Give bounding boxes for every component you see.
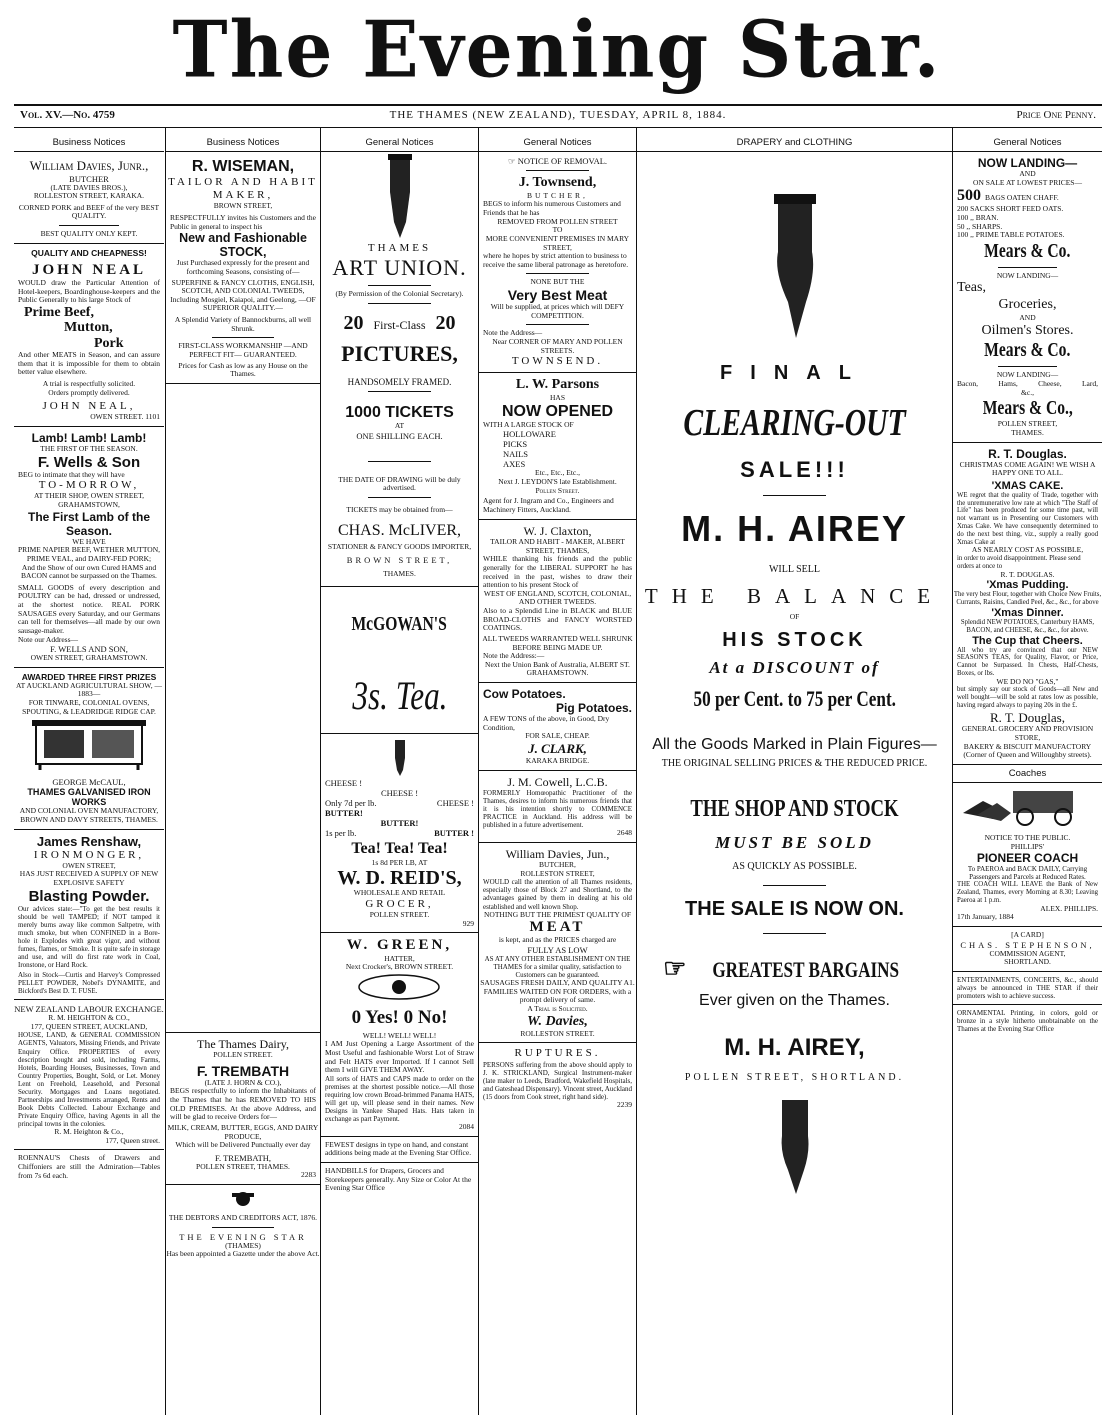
column-heading: General Notices bbox=[479, 134, 636, 152]
stephenson-name: CHAS. STEPHENSON, bbox=[960, 939, 1095, 950]
claxton-also: Also to a Splendid Line in BLACK and BLUE BROAD-CLOTHS and FANCY WORSTED COATINGS. bbox=[483, 606, 632, 633]
wiseman-list: SUPERFINE & FANCY CLOTHS, ENGLISH, SCOTCH, AND COLONIAL TWEEDS, bbox=[171, 277, 315, 296]
davies2-fully: FULLY AS LOW bbox=[527, 945, 588, 956]
dairy-sign-address: POLLEN STREET, THAMES. bbox=[196, 1161, 290, 1171]
lamb-heading: Lamb! Lamb! Lamb! bbox=[31, 430, 147, 445]
handbills-notice: HANDBILLS for Drapers, Grocers and Storekeepers generally. Any Size or Color At the Evening Star Office bbox=[325, 1166, 472, 1193]
xmas-pudding-text: The very best Flour, together with Choice New Fruits, Currants, Raisins, Candied Peel, &c., &c., for above bbox=[953, 591, 1102, 607]
landing-lowest: ON SALE AT LOWEST PRICES— bbox=[973, 177, 1082, 187]
green-trade: HATTER, bbox=[384, 953, 415, 963]
dairy-late: (LATE J. HORN & CO.), bbox=[204, 1077, 282, 1087]
coaches-heading: Coaches bbox=[953, 764, 1102, 783]
parsons-opened: NOW OPENED bbox=[501, 402, 614, 420]
discount-label: At a DISCOUNT of bbox=[709, 658, 880, 678]
wells-text: BEG to intimate that they will have bbox=[18, 469, 125, 479]
butter-line-2: BUTTER! bbox=[380, 818, 419, 829]
mccaul-address: BROWN AND DAVY STREETS, THAMES. bbox=[20, 814, 158, 824]
coach-illustration bbox=[953, 783, 1102, 829]
landing-bran: 100 ,, BRAN. bbox=[957, 212, 999, 222]
column-heading: General Notices bbox=[953, 134, 1102, 152]
airey-address: POLLEN STREET, SHORTLAND. bbox=[684, 1072, 905, 1084]
green-address: Next Crocker's, BROWN STREET. bbox=[345, 962, 454, 972]
dateline-rule bbox=[14, 127, 1102, 128]
davies-text: CORNED PORK and BEEF of the very BEST QUALITY. bbox=[18, 202, 160, 221]
mears-name-2: Mears & Co. bbox=[984, 339, 1071, 362]
davies2-text: WOULD call the attention of all Thames residents, especially those of Block 27 and Shortland, to the advantages gained by them in dealing at his old established and well known Shop. bbox=[483, 878, 632, 911]
must-label: MUST BE SOLD bbox=[715, 833, 874, 853]
neal-heading: QUALITY AND CHEAPNESS! bbox=[31, 247, 147, 258]
wells-lamb: The First Lamb of the Season. bbox=[27, 509, 150, 538]
douglas-bakery: BAKERY & BISCUIT MANUFACTORY bbox=[963, 741, 1092, 751]
xmas-cake-text: WE regret that the quality of Trade, together with the unremunerative low rate at which "The Staff of Life" has been produced for some time past, will not warrant us in Presenting our Customers with Xmas Cake. We have consequently determined to do the next best thing, viz., supply a really good Xmas Cake at bbox=[957, 491, 1098, 546]
parsons-leydon: Next J. LEYDON'S late Establishment. bbox=[498, 477, 617, 487]
tickets-obtained: TICKETS may be obtained from— bbox=[346, 505, 453, 515]
coach-phillips: PHILLIPS' bbox=[1010, 841, 1045, 851]
mears-street: POLLEN STREET, bbox=[997, 419, 1058, 429]
cheese-line-2: CHEESE ! bbox=[380, 788, 419, 799]
teas-label: Teas, bbox=[957, 280, 986, 296]
neal-address: OWEN STREET. 1101 bbox=[90, 412, 160, 422]
landing-feed: 200 SACKS SHORT FEED OATS. bbox=[957, 204, 1064, 214]
date-text: THE THAMES (NEW ZEALAND), TUESDAY, APRIL 8, 1884. bbox=[389, 109, 727, 121]
dateline bbox=[14, 107, 1102, 125]
townsend-supplied: Will be supplied, at prices which will DEFY COMPETITION. bbox=[490, 302, 625, 320]
and2-label: AND bbox=[1019, 312, 1036, 322]
renshaw-product: Blasting Powder. bbox=[28, 887, 150, 905]
parsons-has: HAS bbox=[549, 393, 565, 403]
clearing-label: CLEARING-OUT bbox=[683, 402, 906, 444]
ever-label: Ever given on the Thames. bbox=[699, 992, 890, 1010]
pointing-hand-icon: ☞ bbox=[507, 156, 516, 166]
townsend-hopes: where he hopes by strict attention to business to receive the same liberal patronage as heretofore. bbox=[483, 251, 629, 269]
davies2-sign: W. Davies, bbox=[527, 1013, 588, 1029]
pictures-label: PICTURES, bbox=[341, 340, 458, 366]
final-label: FINAL bbox=[720, 362, 869, 384]
wiseman-body: Just Purchased expressly for the present and forthcoming Seasons, consisting of— bbox=[176, 258, 310, 276]
claxton-note: Note the Address:— bbox=[483, 651, 545, 661]
wells-have: WE HAVE bbox=[72, 536, 106, 546]
tea-heading: Tea! Tea! Tea! bbox=[351, 840, 448, 858]
mccaul-name: GEORGE McCAUL, bbox=[52, 777, 126, 788]
pointing-hand-icon bbox=[760, 192, 830, 342]
claxton-list: WEST OF ENGLAND, SCOTCH, COLONIAL, AND OTHER TWEEDS. bbox=[483, 588, 632, 607]
neal-items bbox=[14, 305, 164, 351]
clark-address: KARAKA BRIDGE. bbox=[525, 755, 590, 765]
mcliver-trade: STATIONER & FANCY GOODS IMPORTER, bbox=[327, 541, 472, 551]
pointing-hand-icon bbox=[380, 152, 420, 242]
pointing-hand-icon bbox=[770, 1096, 820, 1196]
landing2-heading: NOW LANDING— bbox=[996, 270, 1059, 280]
townsend-trade: BUTCHER, bbox=[527, 190, 588, 200]
mccaul-works: THAMES GALVANISED IRON WORKS bbox=[27, 787, 151, 808]
gas-text: but simply say our stock of Goods—all New and well bought—will be sold at rates low as possible, having regard always to paying 20s in the £. bbox=[957, 686, 1098, 710]
wells-tomorrow: TO-MORROW, bbox=[38, 479, 140, 492]
wiseman-prices: Prices for Cash as low as any House on the Thames. bbox=[178, 360, 308, 379]
tea-price: 1s 8d PER LB, AT bbox=[371, 857, 428, 867]
volume-number: Vol. XV.—No. 4759 bbox=[20, 109, 115, 121]
column-general-notices-2 bbox=[479, 134, 636, 1415]
provisions-etc: &c., bbox=[1021, 387, 1034, 397]
labour-heading: NEW ZEALAND LABOUR EXCHANGE. bbox=[14, 1004, 164, 1015]
quickly-label: AS QUICKLY AS POSSIBLE. bbox=[732, 861, 857, 873]
masthead-rule bbox=[14, 104, 1102, 106]
townsend-none: NONE BUT THE bbox=[530, 277, 585, 287]
pointing-hand-icon: ☞ bbox=[663, 954, 687, 984]
green-body: I AM Just Opening a Large Assortment of the Most Useful and fashionable Worst Lot of Straw and Felt HATS ever Imported. If I cannot Sell them I will GIVE THEM AWAY. bbox=[325, 1039, 474, 1075]
parsons-item: PICKS bbox=[503, 439, 528, 450]
renshaw-trade: IRONMONGER, bbox=[33, 848, 145, 861]
reid-address: POLLEN STREET. bbox=[369, 910, 430, 920]
douglas-name: R. T. Douglas. bbox=[988, 446, 1067, 461]
claxton-name: W. J. Claxton, bbox=[523, 523, 592, 538]
airey-name: M. H. AIREY bbox=[681, 508, 908, 549]
townsend-premises: MORE CONVENIENT PREMISES IN MARY STREET, bbox=[485, 233, 630, 252]
oven-illustration bbox=[14, 716, 164, 772]
prize-for: FOR TINWARE, COLONIAL OVENS, SPOUTING, & LEADRIDGE RIDGE CAP. bbox=[22, 698, 156, 716]
tickets-at: AT bbox=[394, 421, 405, 431]
parsons-agent: Agent for J. Ingram and Co., Engineers and Machinery Fitters, Auckland. bbox=[483, 496, 614, 514]
renshaw-text: HAS JUST RECEIVED A SUPPLY OF NEW EXPLOSIVE SAFETY bbox=[19, 869, 159, 888]
pig-potatoes: Pig Potatoes. bbox=[555, 701, 632, 715]
cup-text: All who try are convinced that our NEW SEASON'S TEAS, for Quality, Flavor, or Price, Cannot be Surpassed. In Chests, Half-Chests, Boxes, or lbs. bbox=[957, 646, 1098, 678]
coach-date: 17th January, 1884 bbox=[957, 912, 1014, 922]
neal-sign: JOHN NEAL, bbox=[42, 400, 136, 413]
mears-name-1: Mears & Co. bbox=[984, 239, 1071, 262]
wells-shop: AT THEIR SHOP, OWEN STREET, GRAHAMSTOWN, bbox=[33, 491, 144, 510]
townsend-near: Near CORNER OF MARY AND POLLEN STREETS. bbox=[492, 336, 623, 355]
parsons-etc: Etc., Etc., Etc., bbox=[535, 468, 580, 478]
townsend-meat: Very Best Meat bbox=[507, 287, 608, 304]
sale-label: SALE!!! bbox=[740, 457, 849, 482]
gas-heading: WE DO NO "GAS," bbox=[996, 676, 1059, 686]
davies2-trial: A Trial is Solicited. bbox=[527, 1004, 588, 1014]
neal-orders: Orders promptly delivered. bbox=[48, 387, 130, 397]
landing-sharps: 50 ,, SHARPS. bbox=[957, 221, 1003, 231]
wiseman-workmanship: FIRST-CLASS WORKMANSHIP —AND PERFECT FIT— GUARANTEED. bbox=[178, 341, 308, 359]
stock-label: HIS STOCK bbox=[722, 629, 867, 652]
prize-heading: AWARDED THREE FIRST PRIZES bbox=[21, 671, 157, 682]
claxton-text: WHILE thanking his friends and the public generally for the LIBERAL SUPPORT he has received in the past, wishes to draw their attention to his present Stock of bbox=[483, 554, 632, 590]
townsend-sign: TOWNSEND. bbox=[511, 355, 604, 368]
coach-text: THE COACH WILL LEAVE the Bank of New Zealand, Thames, every Morning at 8.30; Leaving Paeroa at 1 p.m. bbox=[957, 881, 1098, 904]
dairy-address: POLLEN STREET. bbox=[213, 1050, 273, 1060]
mcgowan-name: McGOWAN'S bbox=[351, 613, 448, 636]
douglas-corner: (Corner of Queen and Willoughby streets). bbox=[963, 750, 1092, 760]
davies2-kept: is kept, and as the PRICES charged are bbox=[498, 935, 617, 945]
blank-space bbox=[166, 388, 320, 1028]
davies2-meat: MEAT bbox=[529, 919, 586, 936]
pointing-hand-icon bbox=[390, 738, 410, 778]
douglas-christmas: CHRISTMAS COME AGAIN! WE WISH A HAPPY ONE TO ALL. bbox=[959, 459, 1096, 478]
davies-trade: BUTCHER bbox=[69, 173, 109, 184]
xmas-cake-cost: AS NEARLY COST AS POSSIBLE, bbox=[971, 545, 1084, 555]
price-text: Price One Penny. bbox=[1016, 109, 1096, 121]
neal-trial: A trial is respectfully solicited. bbox=[42, 378, 136, 388]
green-number: 2084 bbox=[459, 1122, 474, 1132]
mcliver-thames: THAMES. bbox=[383, 568, 416, 578]
dairy-delivery: Which will be Delivered Punctually ever day bbox=[175, 1140, 311, 1150]
cowell-number: 2648 bbox=[617, 828, 632, 838]
wiseman-incl: Including Mosgiel, Kaiapoi, and Geelong, —OF SUPERIOR QUALITY.— bbox=[170, 294, 316, 313]
bargains-label: ☞ GREATEST BARGAINS bbox=[663, 954, 900, 984]
wiseman-name: R. WISEMAN, bbox=[191, 158, 295, 175]
wiseman-trade: TAILOR AND HABIT MAKER, bbox=[168, 176, 318, 202]
fewest-notice: FEWEST designs in type on hand, and constant additions being made at the Evening Star Office. bbox=[325, 1139, 472, 1158]
entertainments-notice: ENTERTAINMENTS, CONCERTS, &c., should always be announced in THE STAR if their promoters wish to achieve success. bbox=[957, 975, 1098, 1000]
coach-paeroa: To PAEROA and BACK DAILY, Carrying Passengers and Parcels at Reduced Rates. bbox=[967, 865, 1088, 882]
davies2-nothing: NOTHING BUT THE PRIMEST QUALITY OF bbox=[483, 909, 631, 919]
parsons-item: AXES bbox=[503, 459, 526, 470]
of-label: OF bbox=[789, 611, 800, 621]
airey-name-2: M. H. AIREY, bbox=[724, 1034, 865, 1062]
wiseman-stock: New and Fashionable STOCK, bbox=[179, 231, 307, 260]
parsons-pollen: Pollen Street. bbox=[535, 485, 580, 495]
xmas-pudding-heading: 'Xmas Pudding. bbox=[986, 579, 1069, 592]
dairy-sign: F. TREMBATH, bbox=[214, 1152, 272, 1163]
goods-label: All the Goods Marked in Plain Figures— bbox=[652, 736, 937, 754]
davies-name: William Davies, Junr., bbox=[29, 158, 149, 173]
davies2-as-at: AS AT ANY OTHER ESTABLISHMENT ON THE THAMES for a similar quality, satisfaction to Customers can be guaranteed. bbox=[484, 955, 631, 980]
reid-trade: WHOLESALE AND RETAIL bbox=[353, 888, 446, 898]
townsend-removed: REMOVED FROM POLLEN STREET bbox=[497, 216, 618, 226]
green-oyes: 0 Yes! 0 No! bbox=[351, 1006, 448, 1028]
dairy-list: MILK, CREAM, BUTTER, EGGS, AND DAIRY PRODUCE, bbox=[167, 1122, 319, 1141]
parsons-large: WITH A LARGE STOCK OF bbox=[483, 419, 574, 429]
townsend-note: Note the Address— bbox=[483, 328, 543, 338]
labour-address: 177, QUEEN STREET, AUCKLAND, bbox=[30, 1021, 148, 1031]
potatoes-sale: FOR SALE, CHEAP. bbox=[525, 731, 590, 741]
cheese-price: Only 7d per lb. CHEESE ! bbox=[325, 798, 474, 809]
landing3-heading: NOW LANDING— bbox=[996, 370, 1059, 380]
sun-emblem-icon bbox=[321, 972, 478, 1002]
removal-heading: ☞ NOTICE OF REMOVAL. bbox=[507, 156, 608, 166]
roennau-notice: ROENNAU'S Chests of Drawers and Chiffoniers are still the Admiration—Tables from 7s 6d each. bbox=[18, 1153, 160, 1180]
stephenson-address: SHORTLAND. bbox=[1004, 957, 1051, 967]
prize-at: AT AUCKLAND AGRICULTURAL SHOW, —1883— bbox=[16, 680, 162, 699]
green-more: All sorts of HATS and CAPS made to order on the premises at the shortest possible notice.—All those requiring low crown Broad-brimmed Panama HATS, will get up, will please send in their names. New Designs in Yankee Shaped Hats. Hats taken in exchange as part Payment. bbox=[325, 1074, 474, 1124]
art-union-title: ART UNION. bbox=[332, 255, 467, 281]
column-heading: Business Notices bbox=[14, 134, 164, 152]
parsons-item: HOLLOWARE bbox=[503, 429, 556, 440]
now-on-label: THE SALE IS NOW ON. bbox=[685, 898, 904, 921]
green-name: W. GREEN, bbox=[346, 937, 453, 954]
claxton-address: Next the Union Bank of Australia, ALBERT ST. GRAHAMSTOWN. bbox=[485, 659, 630, 678]
townsend-name: J. Townsend, bbox=[518, 175, 597, 191]
debtors-heading: THE DEBTORS AND CREDITORS ACT, 1876. bbox=[168, 1213, 318, 1223]
davies2-name: William Davies, Jun., bbox=[505, 846, 610, 861]
renshaw-address: OWEN STREET, bbox=[62, 860, 116, 870]
shop-label: THE SHOP AND STOCK bbox=[690, 796, 899, 823]
green-well: WELL! WELL! WELL! bbox=[362, 1030, 437, 1040]
cowell-name: J. M. Cowell, L.C.B. bbox=[507, 774, 608, 789]
neal-item: Pork bbox=[94, 335, 124, 351]
xmas-dinner-heading: 'Xmas Dinner. bbox=[991, 606, 1064, 619]
column-business-notices-1 bbox=[14, 134, 164, 1415]
art-union-thames: THAMES bbox=[367, 242, 432, 254]
original-label: THE ORIGINAL SELLING PRICES & THE REDUCED PRICE. bbox=[661, 758, 928, 770]
cheese-line-1: CHEESE ! bbox=[325, 778, 363, 789]
lamb-first: THE FIRST OF THE SEASON. bbox=[40, 443, 138, 453]
landing-heading: NOW LANDING— bbox=[977, 156, 1078, 170]
column-heading: DRAPERY and CLOTHING bbox=[637, 134, 952, 152]
column-general-notices-1 bbox=[321, 134, 478, 1415]
tickets-price: ONE SHILLING EACH. bbox=[356, 430, 443, 441]
claxton-all: ALL TWEEDS WARRANTED WELL SHRUNK BEFORE BEING MADE UP. bbox=[482, 633, 633, 652]
groceries-label: Groceries, bbox=[998, 297, 1057, 313]
wells-name: F. Wells & Son bbox=[37, 453, 141, 471]
ruptures-heading: RUPTURES. bbox=[514, 1047, 601, 1060]
davies-late: (LATE DAVIES BROS.), bbox=[50, 182, 128, 192]
crest-icon bbox=[166, 1189, 320, 1209]
renshaw-body: Our advices state:—"To get the best results it should be well TAMPED; if NOT tamped it merely burns away like common Saltpetre, with much smoke, but when CONFINED in a Bore-hole it Explodes with great vigor, and without fumes, flames, or Smoke. It is quite safe in storage and use, and will do first rate work in Coal, Ironstone, or Hard Rock. bbox=[18, 904, 160, 969]
coach-sign: ALEX. PHILLIPS. bbox=[1040, 903, 1098, 913]
percent-label: 50 per Cent. to 75 per Cent. bbox=[693, 686, 896, 712]
reid-name: W. D. REID'S, bbox=[337, 867, 462, 890]
mears-thames: THAMES. bbox=[1011, 427, 1044, 437]
renshaw-name: James Renshaw, bbox=[36, 833, 142, 849]
coach-notice: NOTICE TO THE PUBLIC. bbox=[984, 832, 1071, 842]
neal-more: And other MEATS in Season, and can assure them that it is impossible for them to obtain better value elsewhere. bbox=[18, 350, 160, 377]
tickets-count: 1000 TICKETS bbox=[345, 404, 454, 422]
column-heading: General Notices bbox=[321, 134, 478, 152]
townsend-text: BEGS to inform his numerous Customers and Friends that he has bbox=[483, 199, 621, 218]
ruptures-number: 2239 bbox=[617, 1099, 632, 1109]
xmas-dinner-text: Splendid NEW POTATOES, Canterbury HAMS, BACON, and CHEESE, &c., &c., for above. bbox=[960, 618, 1095, 634]
pictures-framed: HANDSOMELY FRAMED. bbox=[347, 376, 452, 387]
landing-and: AND bbox=[1019, 169, 1036, 178]
reid-grocer: GROCER, bbox=[365, 897, 434, 910]
butter-line-1: BUTTER! bbox=[325, 808, 363, 819]
wiseman-address: BROWN STREET, bbox=[213, 201, 273, 211]
claxton-trade: TAILOR AND HABIT - MAKER, ALBERT STREET, THAMES, bbox=[490, 537, 625, 555]
davies2-sausages: SAUSAGES FRESH DAILY, AND QUALITY A1. bbox=[480, 978, 635, 988]
wiseman-bannockburns: A Splendid Variety of Bannockburns, all well Shrunk. bbox=[174, 315, 312, 333]
balance-label: THE BALANCE bbox=[644, 583, 945, 608]
landing-bags: 500 BAGS OATEN CHAFF. bbox=[957, 187, 1059, 205]
pictures-line: 20 First-Class 20 bbox=[343, 311, 456, 334]
coach-name: PIONEER COACH bbox=[976, 851, 1079, 866]
douglas-sign: R. T. DOUGLAS. bbox=[1000, 569, 1055, 579]
potatoes-text: A FEW TONS of the above, in Good, Dry Condition, bbox=[483, 714, 610, 732]
mears-name-3: Mears & Co., bbox=[982, 397, 1073, 420]
xmas-cake-heading: 'XMAS CAKE. bbox=[991, 479, 1064, 492]
neal-text: WOULD draw the Particular Attention of Hotel-keepers, Boardinghouse-keepers and the Public Generally to his large Stock of bbox=[18, 278, 160, 305]
column-heading: Business Notices bbox=[166, 134, 320, 152]
landing-prime: 100 ,, PRIME TABLE POTATOES. bbox=[957, 230, 1065, 240]
wells-show: And the Show of our own Cured HAMS and BACON cannot be surpassed on the Thames. bbox=[21, 562, 157, 581]
davies-best: BEST QUALITY ONLY KEPT. bbox=[40, 229, 138, 239]
davies2-address: ROLLESTON STREET, bbox=[520, 868, 595, 878]
davies-address: ROLLESTON STREET, KARAKA. bbox=[33, 191, 145, 201]
card-label: [A CARD] bbox=[1011, 930, 1044, 940]
wells-address: OWEN STREET, GRAHAMSTOWN. bbox=[30, 653, 148, 663]
masthead bbox=[0, 0, 1114, 100]
debtors-body: Has been appointed a Gazette under the above Act. bbox=[166, 1249, 320, 1259]
labour-sign: R. M. Heighton & Co., bbox=[54, 1127, 124, 1136]
douglas-name-2: R. T. Douglas, bbox=[990, 709, 1065, 725]
mcliver-street: BROWN STREET, bbox=[346, 555, 453, 566]
airey-will-sell: WILL SELL bbox=[768, 564, 820, 575]
parsons-name: L. W. Parsons bbox=[515, 377, 600, 393]
column-drapery-clothing bbox=[637, 134, 952, 1415]
wells-small: SMALL GOODS of every description and POULTRY can be had, dressed or undressed, at the shortest notice. REAL PORK SAUSAGES every Saturday, and our Germans can tell for themselves—all made by our own sausage-maker. bbox=[18, 582, 160, 635]
neal-item: Prime Beef, bbox=[24, 304, 94, 320]
douglas-grocery: GENERAL GROCERY AND PROVISION STORE, bbox=[961, 724, 1094, 743]
drawing-date: THE DATE OF DRAWING will be duly advertised. bbox=[338, 474, 461, 493]
townsend-to: TO bbox=[552, 225, 563, 235]
cowell-text: FORMERLY Homœopathic Practitioner of the Thames, desires to inform his numerous friends that it is his intention shortly to COMMENCE PRACTICE in Auckland. His address will be published in a future advertisement. bbox=[483, 788, 632, 830]
art-union-permission: (By Permission of the Colonial Secretary). bbox=[335, 289, 464, 299]
dairy-number: 2283 bbox=[301, 1170, 316, 1180]
dairy-text: BEGS respectfully to inform the Inhabitants of the Thames that he has REMOVED TO HIS OLD PREMISES. At the above Address, and will be glad to receive Orders for— bbox=[170, 1086, 316, 1122]
dairy-heading: The Thames Dairy, bbox=[197, 1036, 289, 1051]
dairy-name: F. TREMBATH bbox=[196, 1062, 290, 1079]
wells-list: PRIME NAPIER BEEF, WETHER MUTTON, PRIME VEAL, and DAIRY-FED PORK; bbox=[17, 545, 161, 563]
labour-text: HOUSE, LAND, & GENERAL COMMISSION AGENTS, Valuators, Missing Friends, and Private Enquiry Office. PROPERTIES of every description bought and sold, including Farms, Hotels, Boarding Houses, Businesses, Town and Country Properties, Bought, Sold, or Let. Money Lent on Freehold, Leasehold, and Personal Security. Mortgages and Loans negotiated. Partnerships and Investments arranged, Rents and Book Debts Collected. Labour Exchange and Private Enquiry Office, having Agents in all the principal towns in the colonies. bbox=[18, 1031, 160, 1128]
davies2-families: FAMILIES WAITED ON FOR ORDERS, with a prompt delivery of same. bbox=[483, 986, 632, 1005]
xmas-cake-order: in order to avoid disappointment. Please send orders at once to bbox=[957, 555, 1081, 570]
mcliver-name: CHAS. McLIVER, bbox=[337, 521, 462, 539]
neal-name: JOHN NEAL bbox=[31, 261, 147, 278]
reid-number: 929 bbox=[462, 918, 474, 928]
butter-price: 1s per lb. BUTTER ! bbox=[325, 828, 474, 839]
masthead-title: The Evening Star. bbox=[172, 4, 942, 96]
ornamental-notice: ORNAMENTAL Printing, in colors, gold or bronze in a style hitherto unobtainable on the Thames at the Evening Star Office bbox=[957, 1009, 1098, 1034]
neal-item: Mutton, bbox=[64, 320, 113, 336]
cow-potatoes: Cow Potatoes. bbox=[483, 687, 566, 701]
column-business-notices-2 bbox=[166, 134, 320, 1415]
oilmen-label: Oilmen's Stores. bbox=[981, 322, 1074, 338]
labour-name: R. M. HEIGHTON & CO., bbox=[48, 1013, 130, 1023]
ruptures-text: PERSONS suffering from the above should apply to J. K. STRICKLAND, Surgical Instrument-maker (late maker to Leeds, Bradford, Wakefield Hospitals, and Gateshead Dispensary). Vincent street, Auckland (15 doors from Cook street, right hand side). bbox=[483, 1060, 632, 1101]
wiseman-text: RESPECTFULLY invites his Customers and the Public in general to inspect his bbox=[170, 213, 316, 231]
debtors-text: THE EVENING STAR bbox=[179, 1231, 307, 1242]
parsons-item: NAILS bbox=[503, 449, 529, 460]
labour-sign-address: 177, Queen street. bbox=[105, 1135, 160, 1145]
provisions-row: Bacon, Hams, Cheese, Lard, bbox=[957, 379, 1098, 389]
mcgowan-tea: 3s. Tea. bbox=[351, 673, 448, 719]
column-general-notices-3 bbox=[953, 134, 1102, 1415]
wells-note: Note our Address— bbox=[18, 634, 78, 644]
davies2-street: ROLLESTON STREET. bbox=[520, 1028, 595, 1038]
mccaul-and: AND COLONIAL OVEN MANUFACTORY, bbox=[19, 806, 159, 816]
cup-heading: The Cup that Cheers. bbox=[972, 634, 1083, 647]
wells-sign: F. WELLS AND SON, bbox=[50, 644, 128, 655]
debtors-thames: (THAMES) bbox=[225, 1240, 261, 1250]
renshaw-stock: Also in Stock—Curtis and Harvey's Compressed PELLET POWDER, Nobel's DYNAMITE, and Bickford's Best D. T. FUSE. bbox=[18, 971, 160, 996]
stephenson-trade: COMMISSION AGENT, bbox=[989, 948, 1066, 958]
clark-name: J. CLARK, bbox=[528, 740, 587, 756]
davies2-trade: BUTCHER, bbox=[539, 860, 576, 870]
parsons-items bbox=[479, 429, 636, 469]
